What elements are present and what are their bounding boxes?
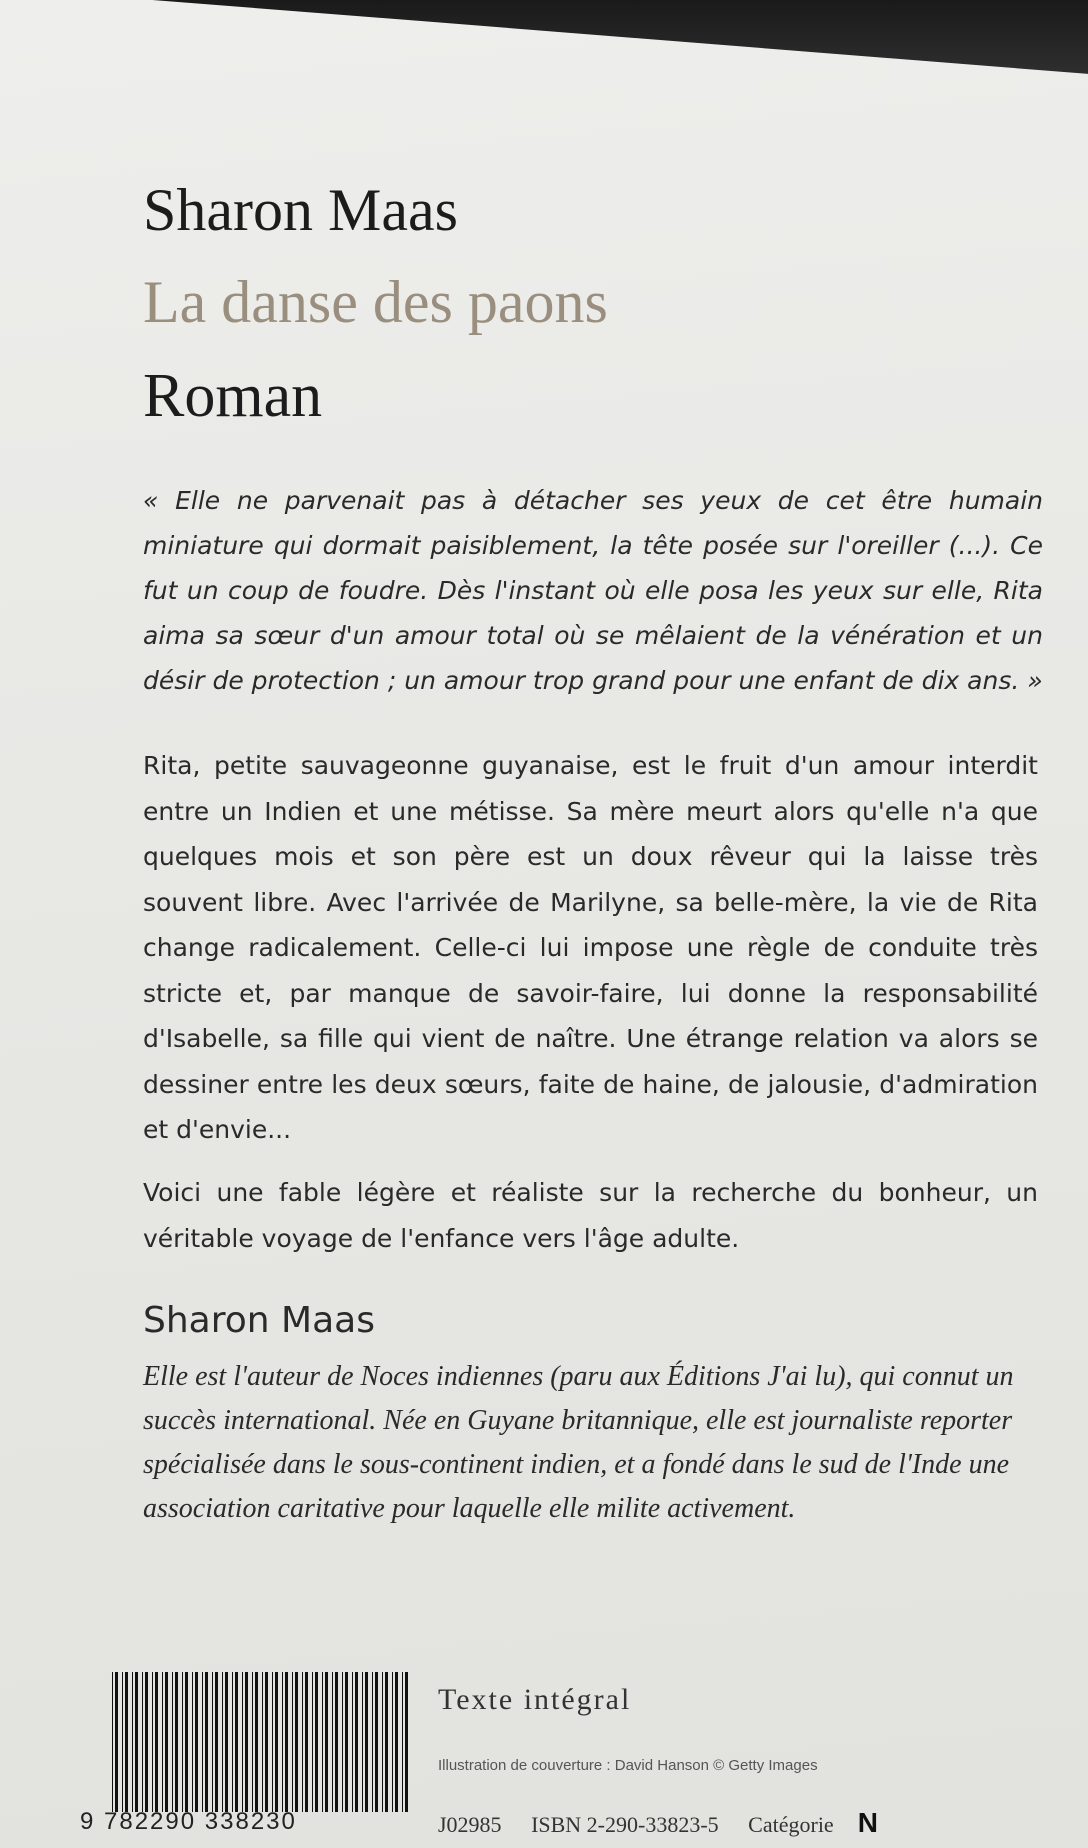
category-label: Catégorie xyxy=(748,1812,834,1837)
category-letter: N xyxy=(857,1807,878,1838)
product-code: J02985 xyxy=(438,1812,502,1837)
excerpt-quote: « Elle ne parvenait pas à détacher ses yeux de cet être humain miniature qui dormait paisiblement, la tête posée sur l'oreiller (...). Ce fut un coup de foudre. Dès l'instant où elle posa les yeux sur elle, Rita aima sa sœur d'un amour total où se mêlaient de la vénération et un désir de protection ; un amour trop grand pour une enfant de dix ans. » xyxy=(143,486,1043,695)
barcode-number: 9 782290 338230 xyxy=(80,1808,297,1835)
cover-credit: Illustration de couverture : David Hanson © Getty Images xyxy=(438,1757,818,1774)
barcode xyxy=(110,1672,410,1812)
author-bio-heading: Sharon Maas xyxy=(143,1300,375,1341)
summary-paragraph: Rita, petite sauvageonne guyanaise, est le fruit d'un amour interdit entre un Indien et une métisse. Sa mère meurt alors qu'elle n'a que quelques mois et son père est un doux rêveur qui la laisse très souvent libre. Avec l'arrivée de Marilyne, sa belle-mère, la vie de Rita change radicalement. Celle-ci lui impose une règle de conduite très stricte et, par manque de savoir-faire, lui donne la responsabilité d'Isabelle, sa fille qui vient de naître. Une étrange relation va alors se dessiner entre les deux sœurs, faite de haine, de jalousie, d'admiration et d'envie... xyxy=(143,751,1038,1144)
author-bio: Elle est l'auteur de Noces indiennes (paru aux Éditions J'ai lu), qui connut un succès international. Née en Guyane britannique, elle est journaliste reporter spécialisée dans le sous-continent indien, et a fondé dans le sud de l'Inde une association caritative pour laquelle elle milite activement. xyxy=(143,1361,1014,1524)
isbn: ISBN 2-290-33823-5 xyxy=(531,1812,719,1837)
texte-integral-label: Texte intégral xyxy=(438,1683,632,1716)
summary-conclusion: Voici une fable légère et réaliste sur la recherche du bonheur, un véritable voyage de l'enfance vers l'âge adulte. xyxy=(143,1178,1038,1253)
book-title: La danse des paons xyxy=(143,269,608,335)
genre-label: Roman xyxy=(143,362,323,430)
publisher-codes xyxy=(438,1807,902,1839)
author-name: Sharon Maas xyxy=(143,177,458,243)
